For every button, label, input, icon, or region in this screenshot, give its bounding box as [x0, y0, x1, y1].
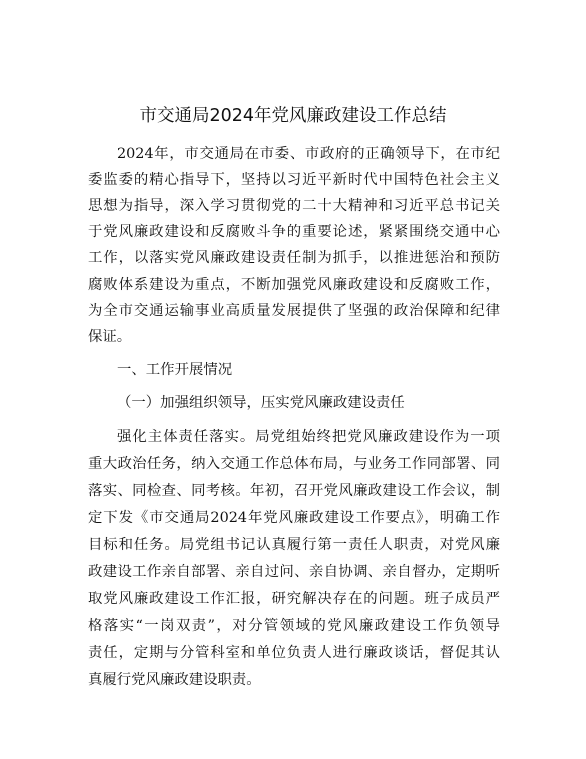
paragraph-line: 落实、同检查、同考核。年初，召开党风廉政建设工作会议，制 [88, 483, 500, 499]
subsection-heading: （一）加强组织领导，压实党风廉政建设责任 [117, 395, 405, 411]
paragraph-line: 责任，定期与分管科室和单位负责人进行廉政谈话，督促其认 [88, 645, 500, 661]
paragraph-line: 取党风廉政建设工作汇报，研究解决存在的问题。班子成员严 [88, 591, 500, 607]
paragraph-line: 政建设工作亲自部署、亲自过问、亲自协调、亲自督办，定期听 [88, 564, 500, 580]
paragraph-line: 重大政治任务，纳入交通工作总体布局，与业务工作同部署、同 [88, 456, 500, 472]
paragraph-line: 保证。 [88, 329, 132, 345]
paragraph-line: 为全市交通运输事业高质量发展提供了坚强的政治保障和纪律 [88, 303, 500, 319]
paragraph-line: 目标和任务。局党组书记认真履行第一责任人职责，对党风廉 [88, 537, 500, 553]
paragraph-line: 定下发《市交通局2024年党风廉政建设工作要点》，明确工作 [88, 510, 500, 526]
paragraph-line: 真履行党风廉政建设职责。 [88, 672, 261, 688]
paragraph-line: 委监委的精心指导下，坚持以习近平新时代中国特色社会主义 [88, 172, 500, 188]
paragraph-line: 思想为指导，深入学习贯彻党的二十大精神和习近平总书记关 [88, 198, 500, 214]
paragraph-line: 工作，以落实党风廉政建设责任制为抓手，以推进惩治和预防 [88, 250, 500, 266]
paragraph-line: 格落实“一岗双责”，对分管领域的党风廉政建设工作负领导 [88, 618, 500, 634]
paragraph-line: 腐败体系建设为重点，不断加强党风廉政建设和反腐败工作， [88, 277, 500, 293]
document-title: 市交通局2024年党风廉政建设工作总结 [139, 106, 447, 126]
section-heading: 一、工作开展情况 [117, 362, 233, 378]
paragraph-line: 强化主体责任落实。局党组始终把党风廉政建设作为一项 [117, 429, 500, 445]
paragraph-line: 于党风廉政建设和反腐败斗争的重要论述，紧紧围绕交通中心 [88, 224, 500, 240]
paragraph-line: 2024年，市交通局在市委、市政府的正确领导下，在市纪 [117, 146, 500, 162]
